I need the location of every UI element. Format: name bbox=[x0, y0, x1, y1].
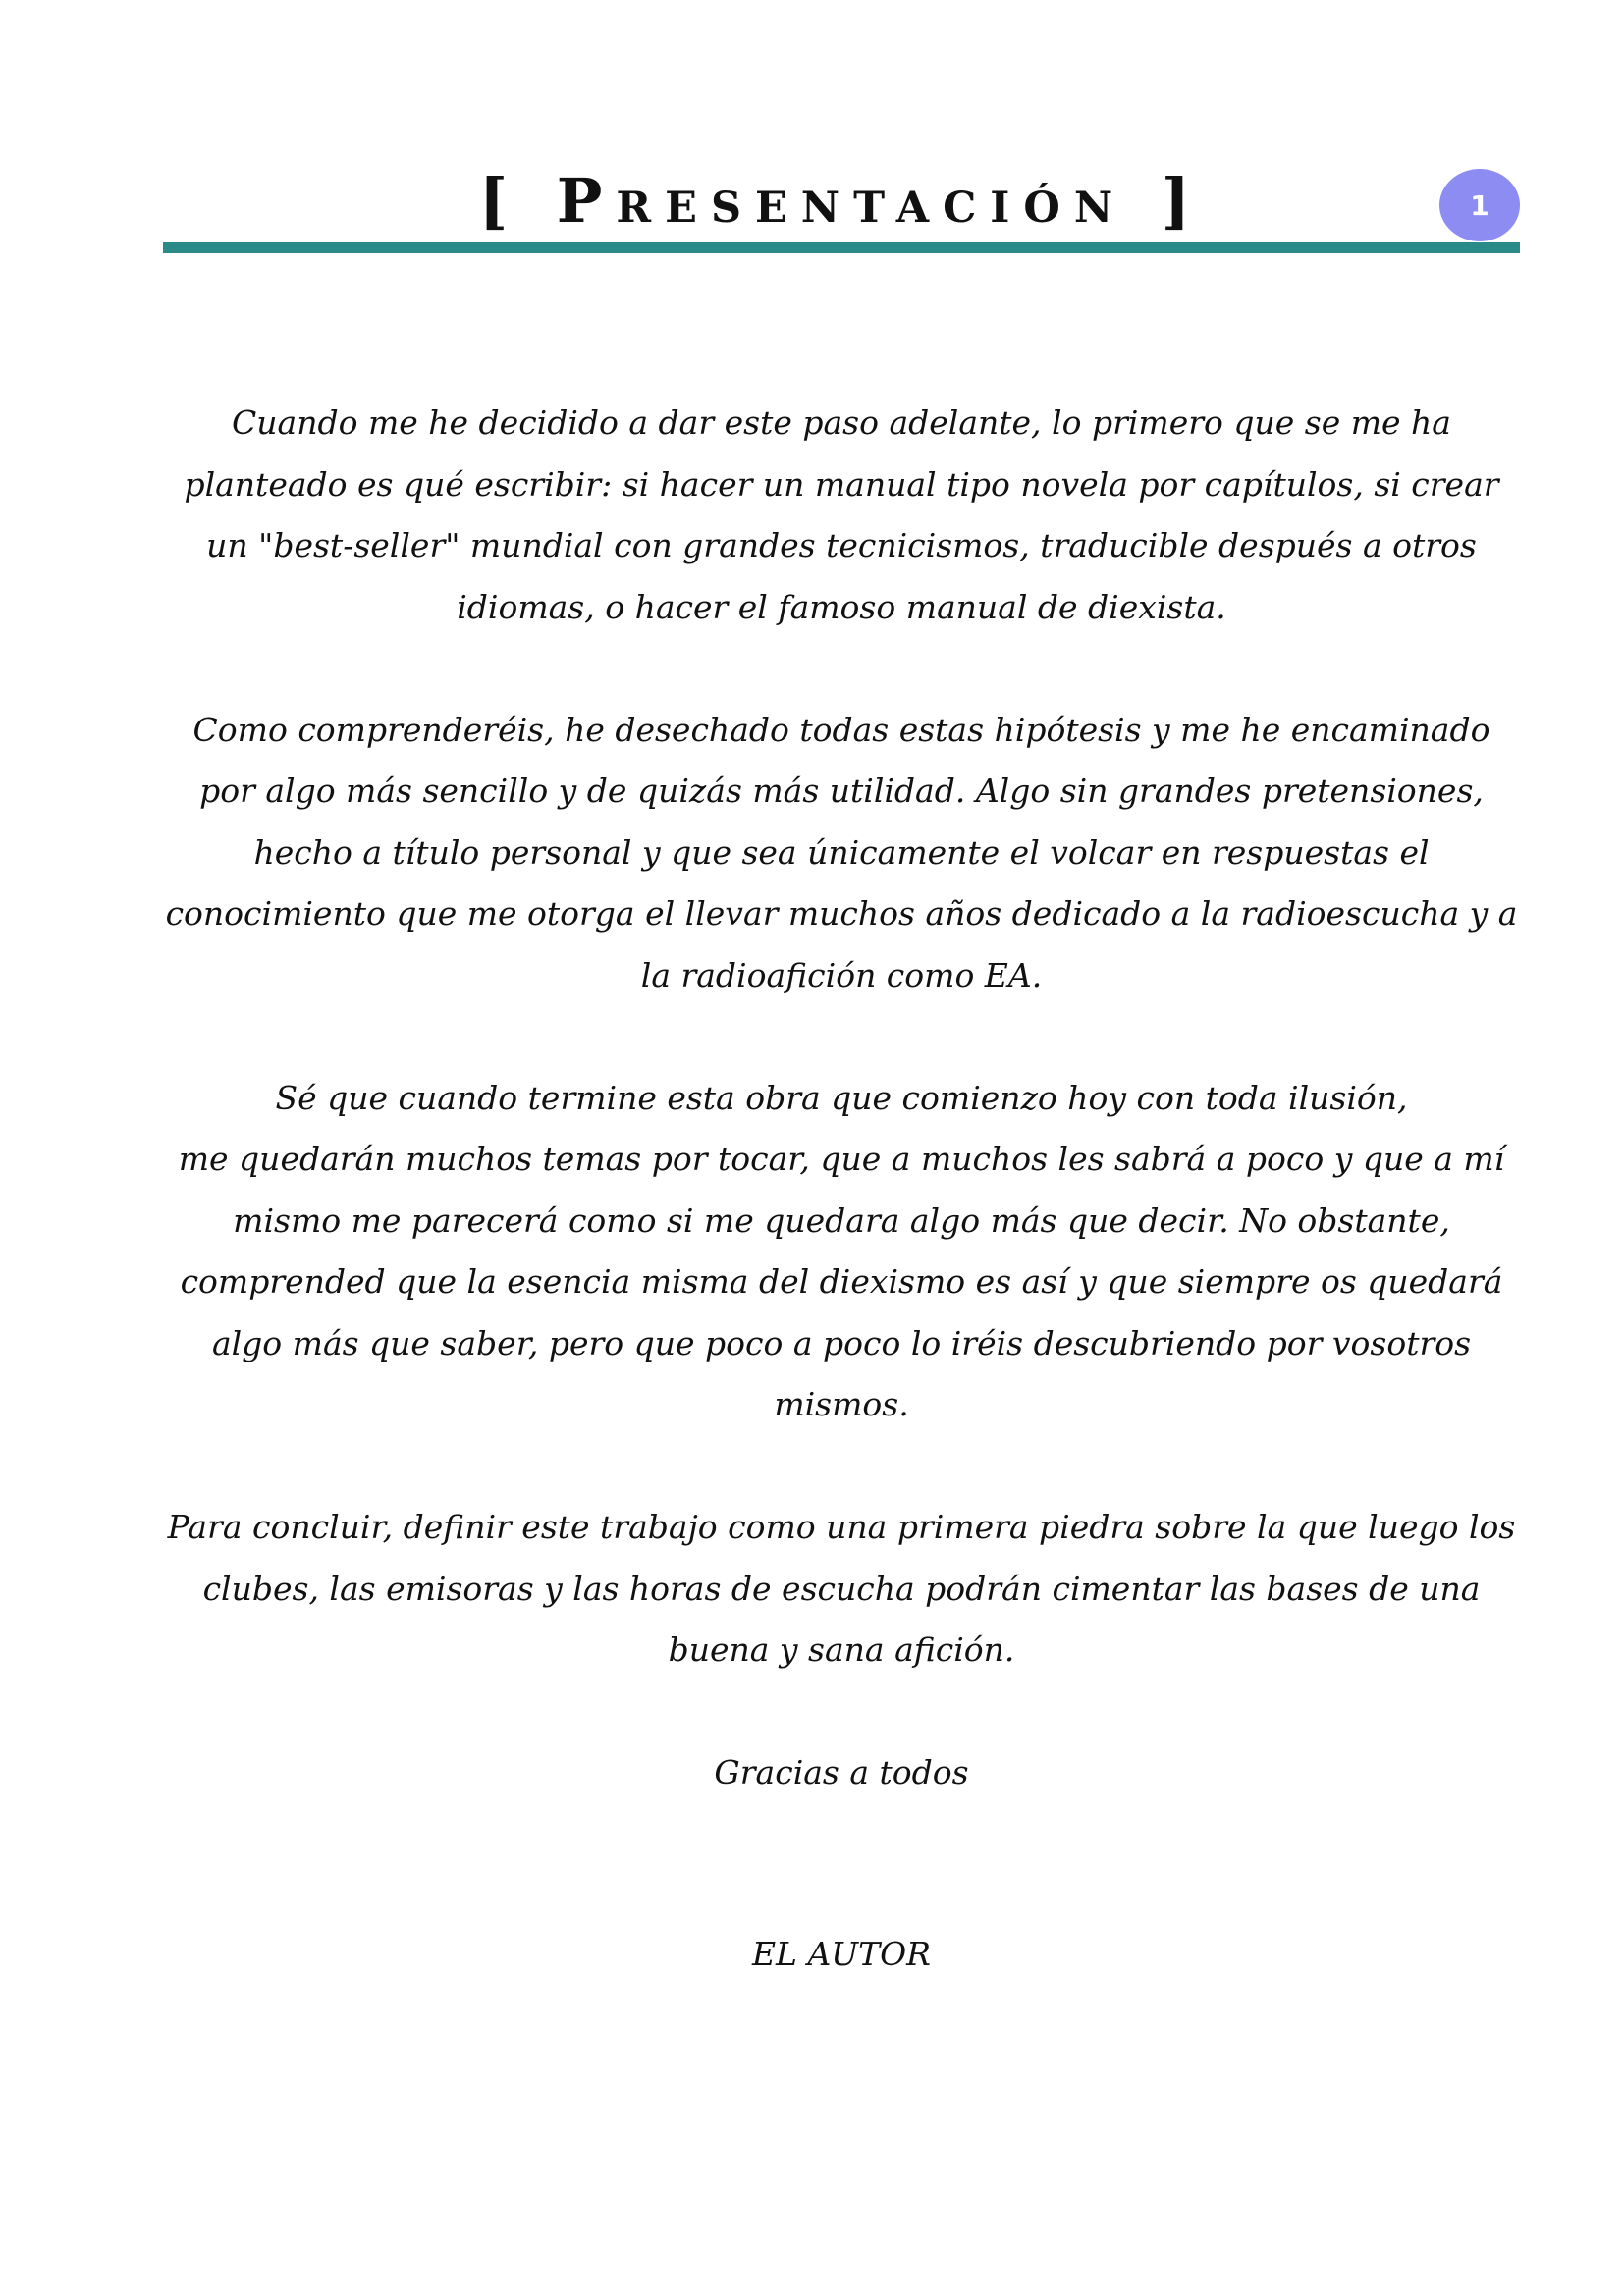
author-signature: EL AUTOR bbox=[751, 1935, 932, 1973]
paragraph-thanks: Gracias a todos bbox=[714, 1753, 969, 1791]
page-number-badge: 1 bbox=[1439, 169, 1520, 241]
paragraph-illusion-line: Sé que cuando termine esta obra que comienzo hoy con toda ilusión, bbox=[275, 1078, 1408, 1117]
paragraph-intro: Cuando me he decidido a dar este paso adelante, lo primero que se me ha planteado es qué escribir: si hacer un manual tipo novela por capítulos, si crear un "best-seller" mundial con grandes tecnicismos, traducible después a otros idiomas, o hacer el famoso manual de diexista. bbox=[184, 403, 1499, 626]
paragraph-conclusion: Para concluir, definir este trabajo como una primera piedra sobre la que luego los clubes, las emisoras y las horas de escucha podrán cimentar las bases de una buena y sana afición. bbox=[167, 1508, 1516, 1669]
paragraph-remaining-topics: me quedarán muchos temas por tocar, que a muchos les sabrá a poco y que a mí mismo me parecerá como si me quedara algo más que decir. No obstante, comprended que la esencia misma del diexismo es así y que siempre os quedará algo más que saber, pero que poco a poco lo iréis descubriendo por vosotros mismos. bbox=[178, 1140, 1505, 1423]
header-rule bbox=[163, 242, 1520, 253]
presentation-body bbox=[163, 393, 1520, 1865]
page-header bbox=[163, 147, 1520, 257]
paragraph-approach: Como comprenderéis, he desechado todas estas hipótesis y me he encaminado por algo más sencillo y de quizás más utilidad. Algo sin grandes pretensiones, hecho a título personal y que sea únicamente el volcar en respuestas el conocimiento que me otorga el llevar muchos años dedicado a la radioescucha y a la radioafición como EA. bbox=[165, 710, 1518, 994]
page-title: [ Presentación ] bbox=[478, 165, 1205, 237]
